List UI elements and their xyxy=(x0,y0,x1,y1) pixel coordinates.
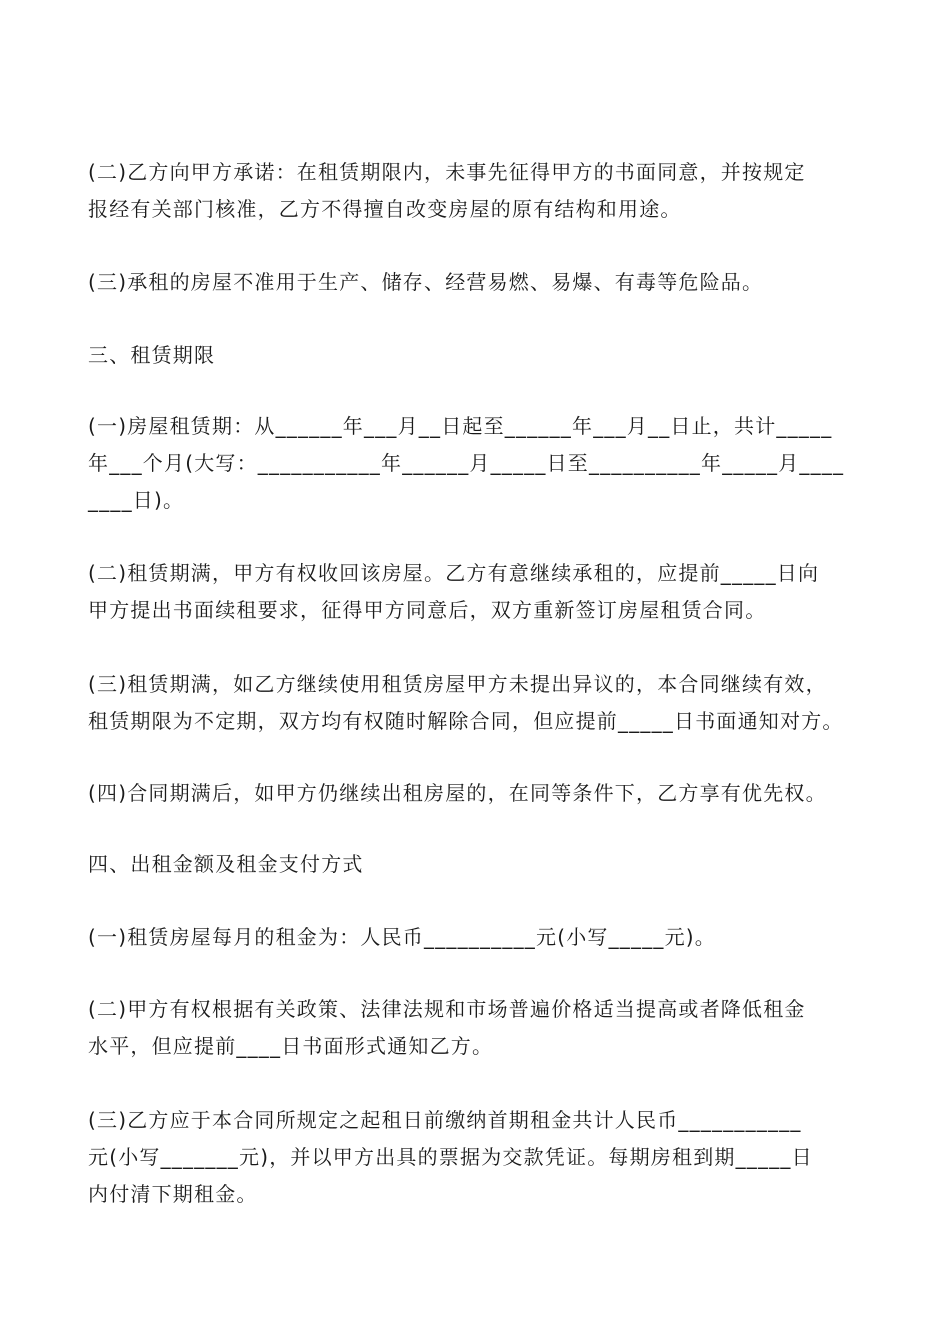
text-line: 水平，但应提前____日书面形式通知乙方。 xyxy=(88,1034,494,1058)
clause-2-2 xyxy=(88,154,868,228)
section-title: 四、出租金额及租金支付方式 xyxy=(88,852,364,876)
section-title: 三、租赁期限 xyxy=(88,343,216,367)
text-line: (四)合同期满后，如甲方仍继续出租房屋的，在同等条件下，乙方享有优先权。 xyxy=(88,781,827,805)
text-line: 内付清下期租金。 xyxy=(88,1182,258,1206)
clause-3-3 xyxy=(88,666,868,740)
text-line: 甲方提出书面续租要求，征得甲方同意后，双方重新签订房屋租赁合同。 xyxy=(88,598,767,622)
clause-3-4 xyxy=(88,775,868,812)
text-line: (三)乙方应于本合同所规定之起租日前缴纳首期租金共计人民币___________ xyxy=(88,1108,802,1132)
clause-4-1 xyxy=(88,919,868,956)
text-line: ____日)。 xyxy=(88,488,185,512)
text-line: (三)承租的房屋不准用于生产、储存、经营易燃、易爆、有毒等危险品。 xyxy=(88,270,764,294)
clause-4-3 xyxy=(88,1102,868,1213)
section-heading-4 xyxy=(88,846,868,883)
clause-3-1 xyxy=(88,408,868,519)
clause-4-2 xyxy=(88,991,868,1065)
text-line: (二)甲方有权根据有关政策、法律法规和市场普遍价格适当提高或者降低租金 xyxy=(88,997,806,1021)
text-line: (二)租赁期满，甲方有权收回该房屋。乙方有意继续承租的，应提前_____日向 xyxy=(88,561,820,585)
clause-2-3 xyxy=(88,264,868,301)
text-line: 报经有关部门核准，乙方不得擅自改变房屋的原有结构和用途。 xyxy=(88,197,682,221)
clause-3-2 xyxy=(88,555,868,629)
section-heading-3 xyxy=(88,337,868,374)
text-line: 元(小写_______元)，并以甲方出具的票据为交款凭证。每期房租到期_____日 xyxy=(88,1145,813,1169)
text-line: 年___个月(大写：___________年______月_____日至__________年_____月____ xyxy=(88,451,845,475)
text-line: (一)租赁房屋每月的租金为：人民币__________元(小写_____元)。 xyxy=(88,925,717,949)
text-line: (一)房屋租赁期：从______年___月__日起至______年___月__日止，共计_____ xyxy=(88,414,833,438)
text-line: (二)乙方向甲方承诺：在租赁期限内，未事先征得甲方的书面同意，并按规定 xyxy=(88,160,806,184)
text-line: (三)租赁期满，如乙方继续使用租赁房屋甲方未提出异议的，本合同继续有效， xyxy=(88,672,827,696)
text-line: 租赁期限为不定期，双方均有权随时解除合同，但应提前_____日书面通知对方。 xyxy=(88,709,844,733)
